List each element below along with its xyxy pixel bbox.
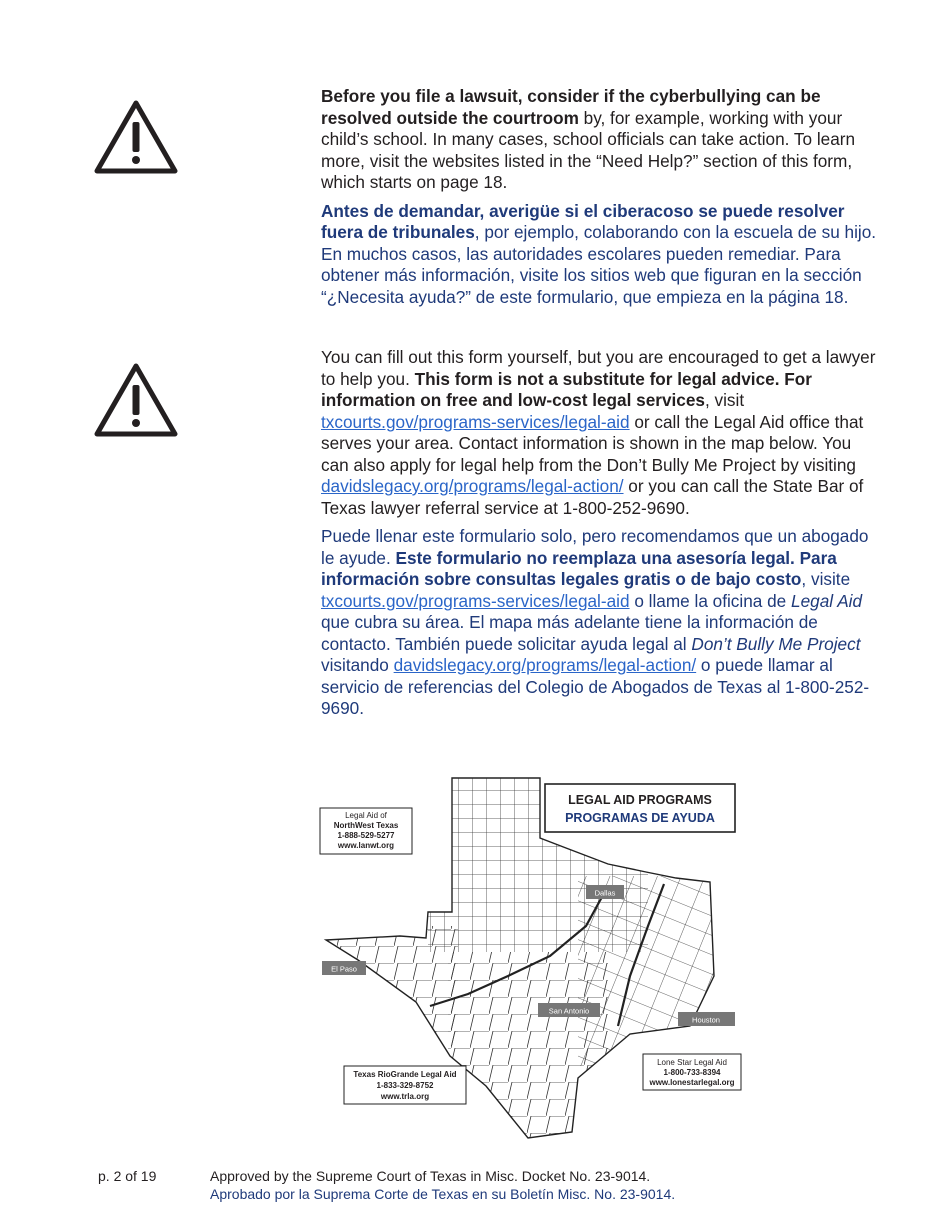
approval-es: Aprobado por la Suprema Corte de Texas en su Boletín Misc. No. 23-9014.: [210, 1186, 676, 1202]
warning-icon: [93, 98, 179, 176]
lonestar-name: Lone Star Legal Aid: [657, 1058, 727, 1067]
nw-legal-aid-phone: 1-888-529-5277: [337, 831, 395, 840]
page-number: p. 2 of 19: [98, 1168, 157, 1184]
paragraph-text: by, for example, working with your child’s school. In many cases, school officials can take action. To learn more, visit the websites listed in the “Need Help?” section of this form, which starts on page 18.: [321, 107, 856, 192]
bold-text: Este formulario no reemplaza una asesoría legal. Para información sobre consultas legales gratis o de bajo costo: [321, 547, 837, 589]
trla-phone: 1-833-329-8752: [376, 1081, 434, 1090]
nw-legal-aid-name: Legal Aid of: [345, 811, 387, 820]
lonestar-site: www.lonestarlegal.org: [649, 1078, 735, 1087]
map-title-es: PROGRAMAS DE AYUDA: [565, 811, 715, 825]
nw-legal-aid-name-2: NorthWest Texas: [333, 821, 399, 830]
city-el-paso: El Paso: [331, 964, 357, 974]
trla-name: Texas RioGrande Legal Aid: [353, 1070, 457, 1079]
trla-site: www.trla.org: [380, 1092, 430, 1101]
txcourts-link[interactable]: txcourts.gov/programs-services/legal-aid: [321, 411, 630, 432]
warning-icon: [93, 361, 179, 439]
city-san-antonio: San Antonio: [548, 1006, 590, 1016]
paragraph-en: [321, 86, 877, 194]
lonestar-phone: 1-800-733-8394: [663, 1068, 721, 1077]
davidslegacy-link[interactable]: davidslegacy.org/programs/legal-action/: [321, 476, 624, 496]
map-title-en: LEGAL AID PROGRAMS: [568, 793, 712, 807]
bold-lead: Antes de demandar, averigüe si el ciberacoso se puede resolver fuera de tribunales: [321, 200, 845, 242]
legal-aid-map: [318, 776, 752, 1144]
section-courtroom-alternatives: [321, 86, 877, 308]
davidslegacy-link[interactable]: davidslegacy.org/programs/legal-action/: [393, 655, 697, 675]
bold-lead: Before you file a lawsuit, consider if the cyberbullying can be resolved outside the courtroom: [321, 86, 821, 128]
paragraph-es: [321, 201, 877, 309]
paragraph-en: You can fill out this form yourself, but you are encouraged to get a lawyer to help you. This form is not a substitute for legal advice. For information on free and low-cost legal services, visit txcourts.gov/programs-services/legal-aid or call the Legal Aid office that serves your area. Contact information is shown in the map below. You can also apply for legal help from the Don’t Bully Me Project by visiting davidslegacy.org/programs/legal-action/ or you can call the State Bar of Texas lawyer referral service at 1-800-252-9690.: [321, 347, 876, 518]
txcourts-link[interactable]: txcourts.gov/programs-services/legal-aid: [321, 590, 630, 611]
city-dallas: Dallas: [594, 888, 616, 898]
approval-en: Approved by the Supreme Court of Texas in Misc. Docket No. 23-9014.: [210, 1168, 651, 1184]
bold-text: This form is not a substitute for legal advice. For information on free and low-cost legal services: [321, 368, 812, 410]
paragraph-text: , por ejemplo, colaborando con la escuela de su hijo. En muchos casos, las autoridades escolares pueden remediar. Para obtener más información, visite los sitios web que figuran en la sección “¿Necesita ayuda?” de este formulario, que empieza en la página 18.: [321, 222, 877, 307]
nw-legal-aid-site: www.lanwt.org: [337, 841, 395, 850]
section-legal-help: [321, 347, 877, 720]
city-houston: Houston: [692, 1015, 720, 1025]
paragraph-es: Puede llenar este formulario solo, pero recomendamos que un abogado le ayude. Este formulario no reemplaza una asesoría legal. Para información sobre consultas legales gratis o de bajo costo, visite txcourts.gov/programs-services/legal-aid o llame la oficina de Legal Aid que cubra su área. El mapa más adelante tiene la información de contacto. También puede solicitar ayuda legal al Don’t Bully Me Project visitando davidslegacy.org/programs/legal-action/ o puede llamar al servicio de referencias del Colegio de Abogados de Texas al 1-800-252-9690.: [321, 526, 870, 718]
